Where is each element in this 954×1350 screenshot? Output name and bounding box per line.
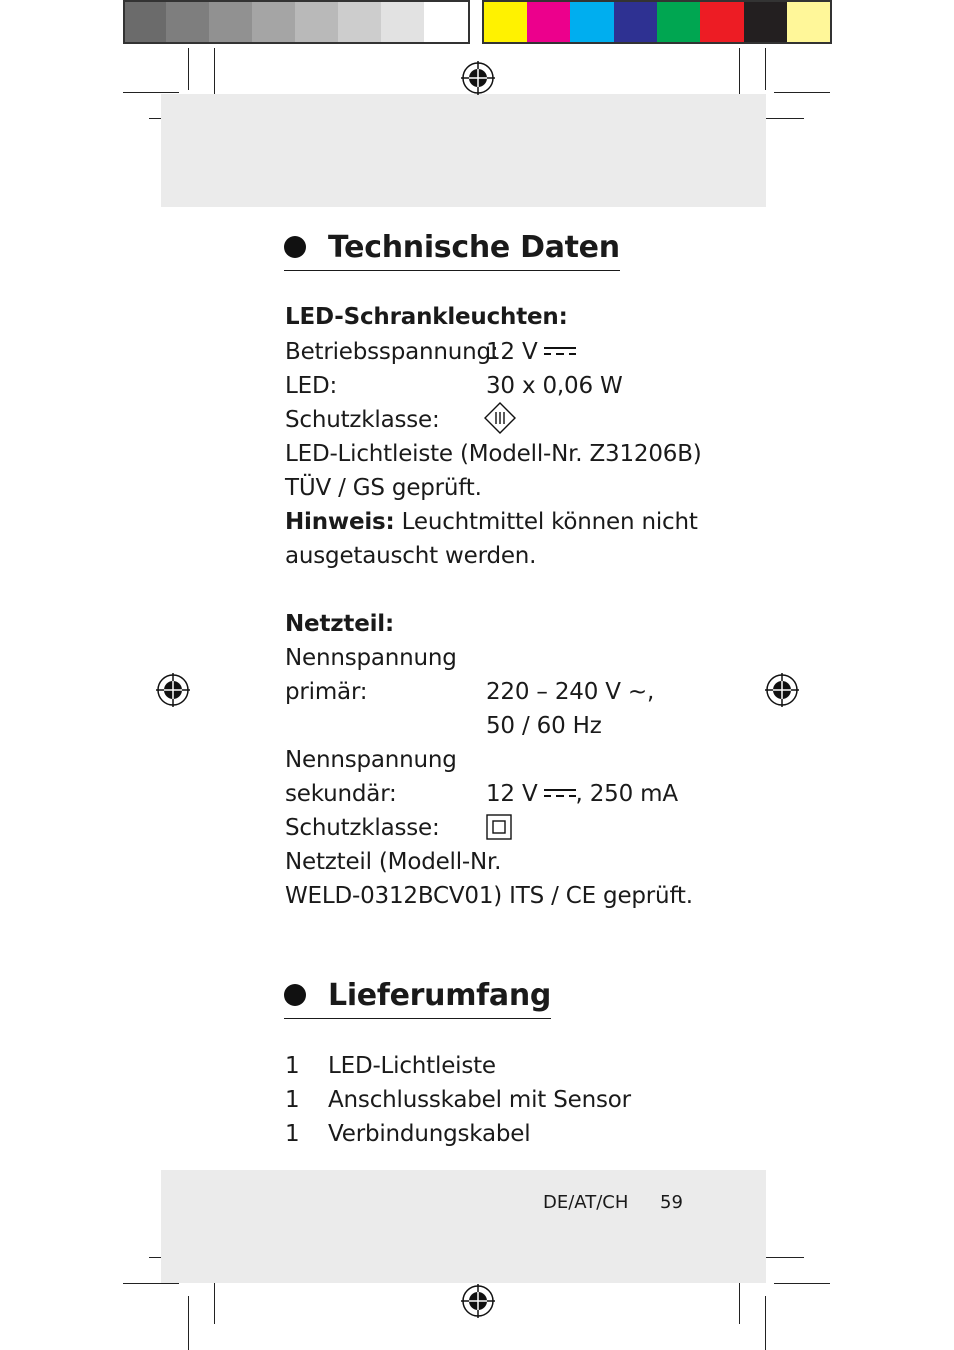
section-title: Technische Daten — [328, 229, 620, 265]
led-class-label: Schutzklasse: — [285, 407, 440, 433]
primary-value-2: 50 / 60 Hz — [486, 713, 602, 739]
list-item-qty: 1 — [285, 1053, 300, 1079]
protection-class-2-icon — [486, 814, 512, 840]
dc-current-icon — [544, 788, 576, 798]
psu-heading: Netzteil: — [285, 611, 394, 637]
primary-value-1: 220 – 240 V ~, — [486, 679, 655, 705]
section-heading-technische-daten — [284, 224, 620, 271]
led-note — [285, 505, 698, 539]
note-label: Hinweis: — [285, 509, 395, 535]
dc-current-icon — [544, 346, 576, 356]
led-model-line: LED-Lichtleiste (Modell-Nr. Z31206B) — [285, 441, 702, 467]
registration-mark-icon — [765, 673, 799, 707]
primary-label-2: primär: — [285, 679, 368, 705]
registration-mark-icon — [156, 673, 190, 707]
led-cert-line: TÜV / GS geprüft. — [285, 475, 482, 501]
voltage-label: Betriebsspannung: — [285, 339, 499, 365]
secondary-label-2: sekundär: — [285, 781, 397, 807]
voltage-value: 12 V — [486, 335, 576, 369]
bottom-grey-band — [161, 1170, 766, 1283]
note-text: Leuchtmittel können nicht — [401, 509, 698, 535]
top-grey-band — [161, 94, 766, 207]
footer-region: DE/AT/CH — [543, 1192, 629, 1213]
color-bar-frame — [482, 0, 832, 44]
led-label: LED: — [285, 373, 338, 399]
secondary-value: 12 V , 250 mA — [486, 781, 678, 807]
registration-mark-icon — [461, 61, 495, 95]
protection-class-3-icon — [484, 402, 516, 434]
section-title: Lieferumfang — [328, 977, 552, 1013]
led-value: 30 x 0,06 W — [486, 373, 623, 399]
bullet-icon — [284, 984, 306, 1006]
secondary-label-1: Nennspannung — [285, 747, 457, 773]
list-item-qty: 1 — [285, 1087, 300, 1113]
psu-model-line-1: Netzteil (Modell-Nr. — [285, 849, 502, 875]
led-note-line2: ausgetauscht werden. — [285, 543, 537, 569]
psu-class-label: Schutzklasse: — [285, 815, 440, 841]
list-item-name: Verbindungskabel — [328, 1121, 531, 1147]
led-heading: LED-Schrankleuchten: — [285, 304, 568, 330]
list-item-qty: 1 — [285, 1121, 300, 1147]
psu-model-line-2: WELD-0312BCV01) ITS / CE geprüft. — [285, 883, 693, 909]
list-item-name: LED-Lichtleiste — [328, 1053, 496, 1079]
page-number: 59 — [660, 1192, 683, 1213]
list-item-name: Anschlusskabel mit Sensor — [328, 1087, 631, 1113]
primary-label-1: Nennspannung — [285, 645, 457, 671]
section-heading-lieferumfang — [284, 972, 551, 1019]
registration-mark-icon — [461, 1284, 495, 1318]
bullet-icon — [284, 236, 306, 258]
grey-bar-frame — [123, 0, 470, 44]
